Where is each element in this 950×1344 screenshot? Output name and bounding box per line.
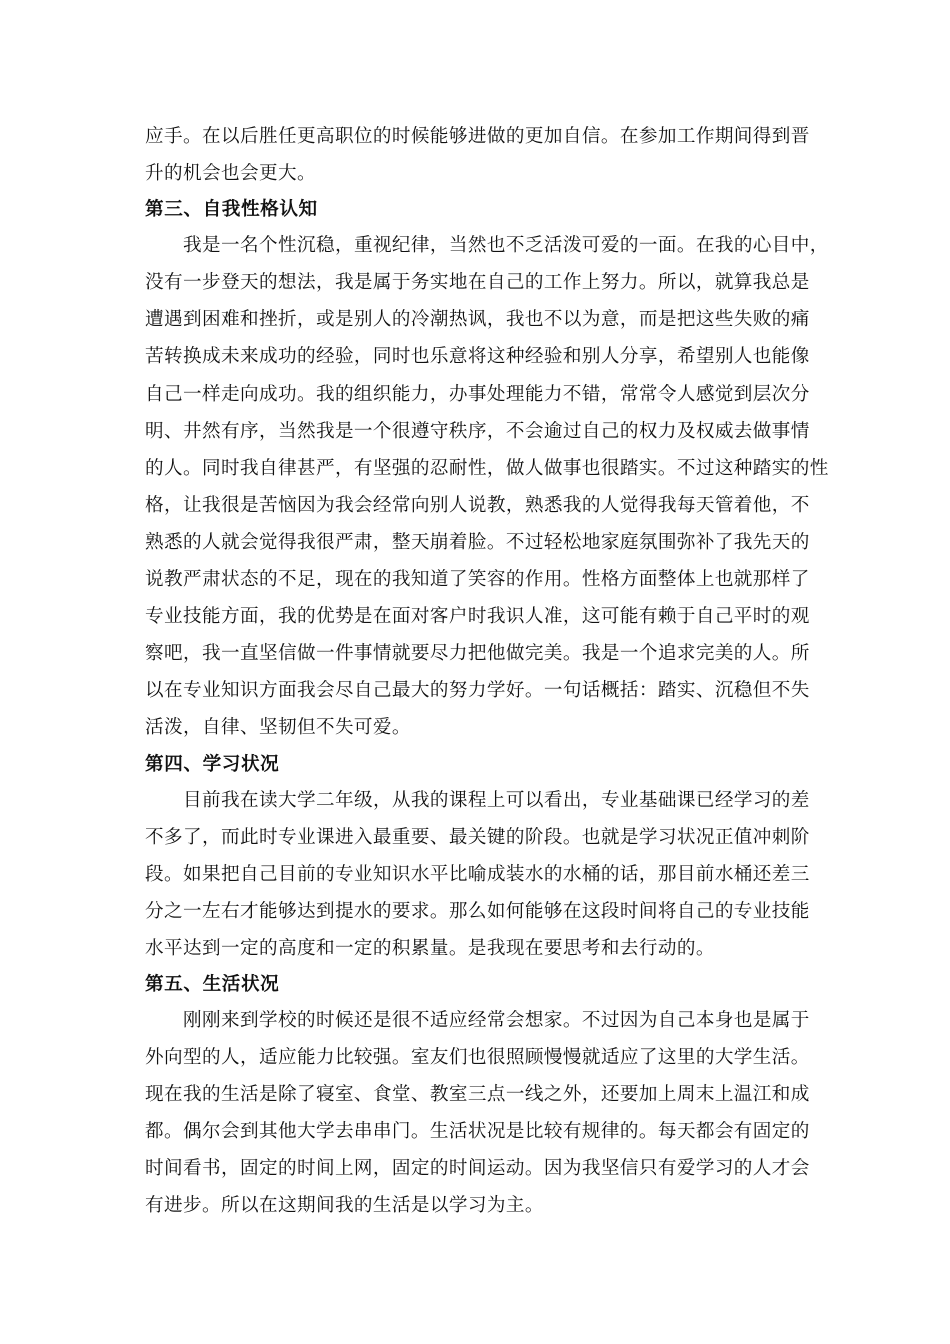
paragraph-line: 都。偶尔会到其他大学去串串门。生活状况是比较有规律的。每天都会有固定的 [145,1121,810,1143]
paragraph-line: 应手。在以后胜任更高职位的时候能够进做的更加自信。在参加工作期间得到晋 [145,126,810,147]
paragraph-line: 明、井然有序，当然我是一个很遵守秩序，不会逾过自己的权力及权威去做事情 [145,420,810,442]
paragraph-line: 段。如果把自己目前的专业知识水平比喻成装水的水桶的话，那目前水桶还差三 [145,863,810,885]
paragraph-line: 察吧，我一直坚信做一件事情就要尽力把他做完美。我是一个追求完美的人。所 [145,643,810,665]
paragraph-line: 苦转换成未来成功的经验，同时也乐意将这种经验和别人分享，希望别人也能像 [145,346,810,368]
paragraph-line: 以在专业知识方面我会尽自己最大的努力学好。一句话概括：踏实、沉稳但不失 [145,680,810,702]
paragraph-line: 说教严肃状态的不足，现在的我知道了笑容的作用。性格方面整体上也就那样了 [145,569,810,591]
paragraph-line: 分之一左右才能够达到提水的要求。那么如何能够在这段时间将自己的专业技能 [145,900,810,922]
paragraph-line: 现在我的生活是除了寝室、食堂、教室三点一线之外，还要加上周末上温江和成 [145,1084,810,1106]
paragraph-line: 目前我在读大学二年级，从我的课程上可以看出，专业基础课已经学习的差 [183,789,810,811]
section-heading-5: 第五、生活状况 [145,973,280,995]
intro-paragraph [145,118,810,192]
section-4-paragraph [145,782,810,967]
paragraph-line: 我是一名个性沉稳，重视纪律，当然也不乏活泼可爱的一面。在我的心目中， [183,235,829,257]
paragraph-line: 遭遇到困难和挫折，或是别人的冷潮热讽，我也不以为意，而是把这些失败的痛 [145,309,810,331]
section-3-paragraph [145,227,829,746]
section-heading-3: 第三、自我性格认知 [145,199,318,221]
paragraph-line: 熟悉的人就会觉得我很严肃，整天崩着脸。不过轻松地家庭氛围弥补了我先天的 [145,531,810,553]
paragraph-line: 活泼，自律、坚韧但不失可爱。 [145,717,411,739]
paragraph-line: 水平达到一定的高度和一定的积累量。是我现在要思考和去行动的。 [145,937,715,959]
paragraph-line: 的人。同时我自律甚严，有坚强的忍耐性，做人做事也很踏实。不过这种踏实的性 [145,457,829,479]
section-5-paragraph [145,1002,810,1225]
paragraph-line: 格，让我很是苦恼因为我会经常向别人说教，熟悉我的人觉得我每天管着他，不 [145,494,810,516]
paragraph-line: 不多了，而此时专业课进入最重要、最关键的阶段。也就是学习状况正值冲刺阶 [145,826,810,848]
paragraph-line: 时间看书，固定的时间上网，固定的时间运动。因为我坚信只有爱学习的人才会 [145,1158,810,1180]
paragraph-line: 刚刚来到学校的时候还是很不适应经常会想家。不过因为自己本身也是属于 [183,1009,810,1031]
paragraph-line: 有进步。所以在这期间我的生活是以学习为主。 [145,1195,544,1217]
section-heading-4: 第四、学习状况 [145,753,280,775]
paragraph-line: 自己一样走向成功。我的组织能力，办事处理能力不错，常常令人感觉到层次分 [145,383,810,405]
paragraph-line: 升的机会也会更大。 [145,163,316,185]
paragraph-line: 专业技能方面，我的优势是在面对客户时我识人准，这可能有赖于自己平时的观 [145,606,810,628]
document-page [145,118,829,1225]
paragraph-line: 没有一步登天的想法，我是属于务实地在自己的工作上努力。所以，就算我总是 [145,272,810,294]
paragraph-line: 外向型的人，适应能力比较强。室友们也很照顾慢慢就适应了这里的大学生活。 [145,1047,810,1069]
